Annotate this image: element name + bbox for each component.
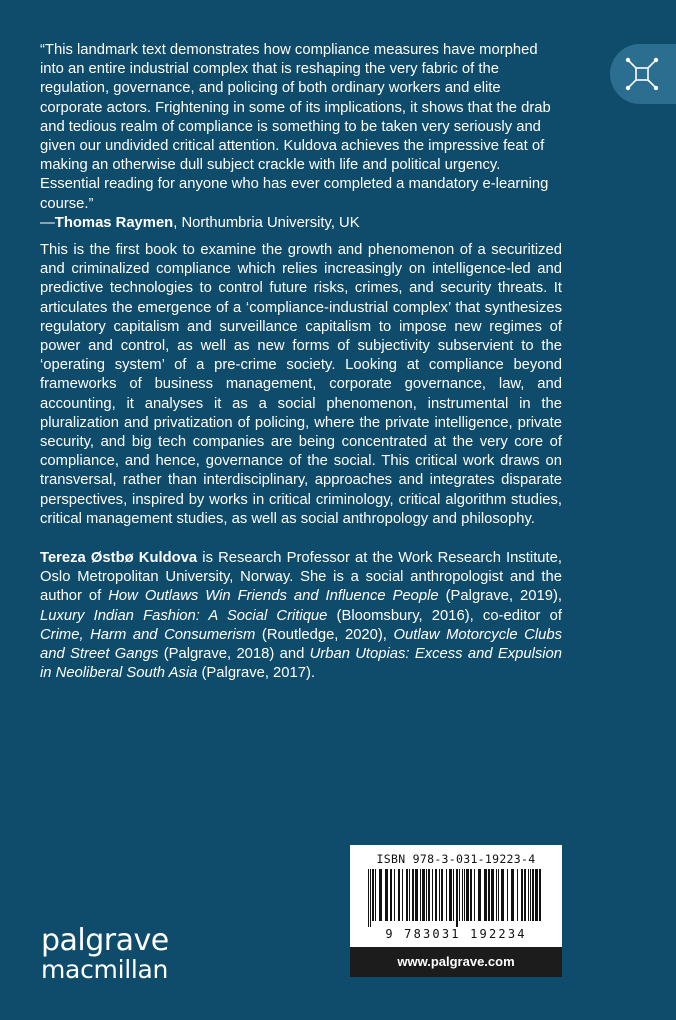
book-title-3: Crime, Harm and Consumerism [40, 626, 256, 643]
attribution-dash: — [40, 214, 55, 231]
endorsement-quote [40, 41, 562, 233]
isbn-barcode [350, 845, 562, 947]
bio-text-1: is Research Professor at the Work Research Institute, Oslo Metropolitan University, Norway. She is a social anthropologist and the author of [40, 550, 562, 605]
isbn-label: ISBN 978-3-031-19223-4 [376, 852, 536, 866]
logo-line-macmillan: macmillan [41, 955, 169, 984]
publisher-website: www.palgrave.com [350, 947, 562, 977]
book-title-2: Luxury Indian Fashion: A Social Critique [40, 607, 328, 624]
attribution-name: Thomas Raymen [54, 214, 174, 231]
bio-text-5: (Palgrave, 2018) and [158, 646, 310, 663]
palgrave-network-icon [622, 54, 662, 94]
book-title-1: How Outlaws Win Friends and Influence People [108, 588, 439, 605]
publisher-badge [610, 44, 676, 104]
palgrave-macmillan-logo [41, 923, 169, 984]
attribution-affiliation: , Northumbria University, UK [173, 214, 360, 231]
bio-text-3: (Bloomsbury, 2016), co-editor of [327, 607, 562, 624]
description-text: This is the first book to examine the growth and phenomenon of a securitized and criminalized compliance which relies increasingly on intelligence-led and predictive technologies to control future risks, crimes, and security threats. It articulates the emergence of a ‘compliance-industrial complex’ that synthesizes regulatory capitalism and surveillance capitalism to impose new regimes of power and control, as well as new forms of subjectivity subservient to the ‘operating system’ of a pre-crime society. Looking at compliance beyond frameworks of business management, corporate governance, law, and accounting, it analyses it as a social phenomenon, instrumental in the pluralization and privatization of policing, where the private intelligence, private security, and big tech companies are being concentrated at the very core of compliance, and hence, governance of the social. This critical work draws on transversal, rather than interdisciplinary, approaches and integrates disparate perspectives, inspired by works in critical criminology, critical algorithm studies, critical management studies, as well as social anthropology and philosophy. [40, 242, 562, 527]
book-description [40, 241, 562, 529]
bio-text-6: (Palgrave, 2017). [197, 665, 316, 682]
barcode-digits: 9 783031 192234 [385, 927, 527, 941]
book-title-4: Outlaw Motorcycle Clubs and Street Gangs [40, 626, 563, 663]
quote-attribution [40, 214, 562, 233]
bio-text-2: (Palgrave, 2019), [438, 588, 562, 605]
author-bio [40, 549, 562, 683]
barcode-bars [366, 869, 546, 927]
logo-line-palgrave: palgrave [41, 923, 169, 958]
bio-text-4: (Routledge, 2020), [255, 626, 394, 643]
author-name: Tereza Østbø Kuldova [40, 550, 198, 566]
quote-text: “This landmark text demonstrates how compliance measures have morphed into an entire industrial complex that is reshaping the very fabric of the regulation, governance, and policing of both ordinary workers and elite corporate actors. Frightening in some of its implications, it shows that the drab and tedious realm of compliance is something to be taken very seriously and given our undivided critical attention. Kuldova achieves the impressive feat of making an otherwise dull subject crackle with life and political urgency. Essential reading for anyone who has ever completed a mandatory e-learning course.” [40, 42, 551, 212]
book-title-5: Urban Utopias: Excess and Expulsion in Neoliberal South Asia [40, 646, 562, 682]
